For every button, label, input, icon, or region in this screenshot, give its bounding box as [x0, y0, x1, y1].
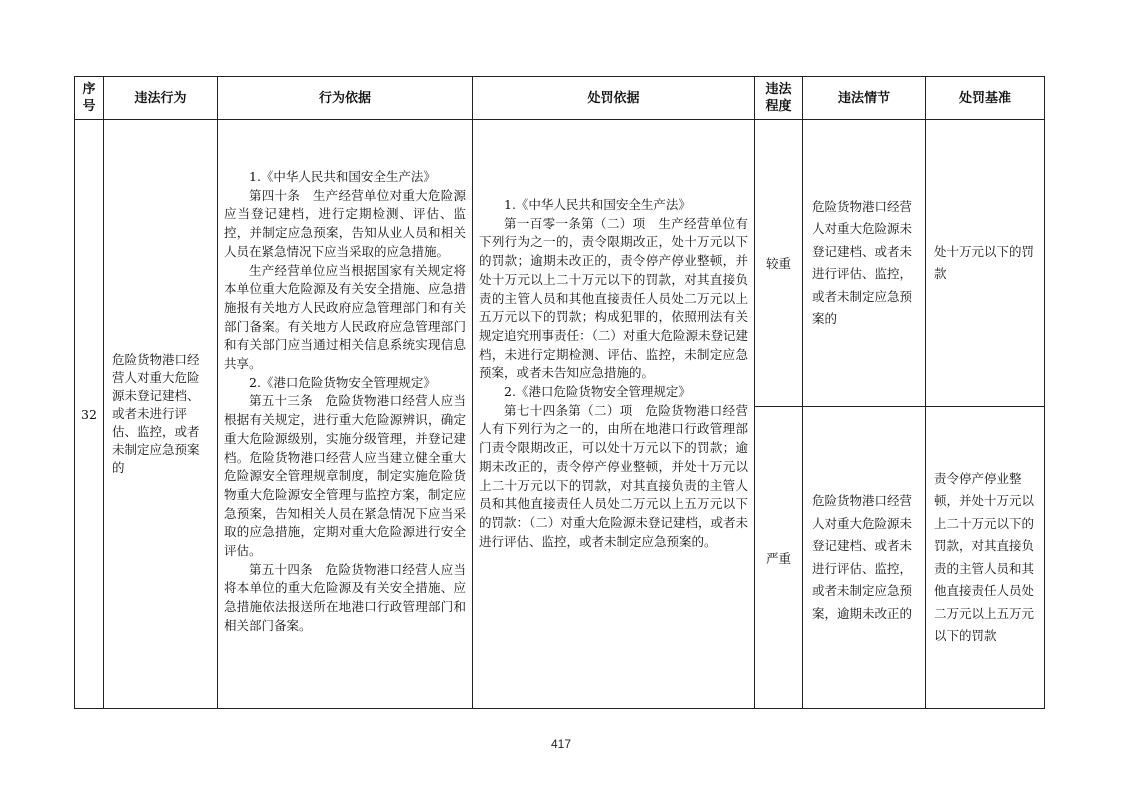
penalty-paragraph: 第一百零一条第（二）项 生产经营单位有下列行为之一的，责令限期改正，处十万元以下的罚款；逾期未改正的，责令停产停业整顿，并处十万元以上二十万元以下的罚款，对其直接负责的主管人员和其他直接责任人员处二万元以上五万元以下的罚款；构成犯罪的，依照刑法有关规定追究刑事责任：（二）对重大危险源未登记建档，未进行定期检测、评估、监控，未制定应急预案，或者未告知应急措施的。: [479, 215, 748, 381]
penalty-paragraph: 2.《港口危险货物安全管理规定》: [504, 384, 691, 400]
basis-paragraph: 生产经营单位应当根据国家有关规定将本单位重大危险源及有关安全措施、应急措施报有关地方人民政府应急管理部门和有关部门备案。有关地方人民政府应急管理部门和有关部门应当通过相关信息系统实现信息共享。: [224, 262, 466, 372]
penalty-basis: [473, 120, 755, 709]
penalty-table: [74, 76, 1045, 709]
header-circumstance: 违法情节: [803, 77, 926, 120]
row-number: 32: [75, 120, 104, 709]
basis-paragraph: 2.《港口危险货物安全管理规定》: [249, 374, 436, 390]
circumstance-level-1: 危险货物港口经营人对重大危险源未登记建档、或者未进行评估、监控，或者未制定应急预案的: [803, 120, 926, 407]
basis-paragraph: 第五十三条 危险货物港口经营人应当根据有关规定，进行重大危险源辨识，确定重大危险源级别，实施分级管理，并登记建档。危险货物港口经营人应当建立健全重大危险源安全管理规章制度，制定实施危险货物重大危险源安全管理与监控方案，制定应急预案，告知相关人员在紧急情况下应当采取的应急措施，定期对重大危险源进行安全评估。: [224, 393, 466, 559]
standard-level-2: 责令停产停业整顿，并处十万元以上二十万元以下的罚款，对其直接负责的主管人员和其他直接责任人员处二万元以上五万元以下的罚款: [926, 407, 1045, 709]
basis-paragraph: 第四十条 生产经营单位对重大危险源应当登记建档，进行定期检测、评估、监控，并制定应急预案，告知从业人员和相关人员在紧急情况下应当采取的应急措施。: [224, 187, 466, 259]
basis-paragraph: 1.《中华人民共和国安全生产法》: [249, 169, 436, 184]
basis-paragraph: 第五十四条 危险货物港口经营人应当将本单位的重大危险源及有关安全措施、应急措施依法报送所在地港口行政管理部门和相关部门备案。: [224, 561, 466, 633]
page-number: 417: [550, 737, 572, 751]
header-standard: 处罚基准: [926, 77, 1045, 120]
table-row: [75, 120, 1045, 407]
circumstance-level-2: 危险货物港口经营人对重大危险源未登记建档、或者未进行评估、监控，或者未制定应急预案，逾期未改正的: [803, 407, 926, 709]
penalty-paragraph: 第七十四条第（二）项 危险货物港口经营人有下列行为之一的，由所在地港口行政管理部门责令限期改正，可以处十万元以下的罚款；逾期未改正的，责令停产停业整顿，并处十万元以上二十万元以下的罚款，对其直接负责的主管人员和其他直接责任人员处二万元以上五万元以下的罚款：（二）对重大危险源未登记建档，或者未进行评估、监控，或者未制定应急预案的。: [479, 402, 748, 549]
degree-level-1: 较重: [755, 120, 803, 407]
behavior-basis: [218, 120, 473, 709]
header-act: 违法行为: [104, 77, 218, 120]
penalty-paragraph: 1.《中华人民共和国安全生产法》: [504, 197, 691, 212]
header-no: 序号: [75, 77, 104, 120]
degree-level-2: 严重: [755, 407, 803, 709]
header-basis: 行为依据: [218, 77, 473, 120]
header-penalty: 处罚依据: [473, 77, 755, 120]
table-header-row: [75, 77, 1045, 120]
violation-description: 危险货物港口经营人对重大危险源未登记建档、或者未进行评估、监控，或者未制定应急预案的: [104, 120, 218, 709]
header-degree: 违法程度: [755, 77, 803, 120]
standard-level-1: 处十万元以下的罚款: [926, 120, 1045, 407]
